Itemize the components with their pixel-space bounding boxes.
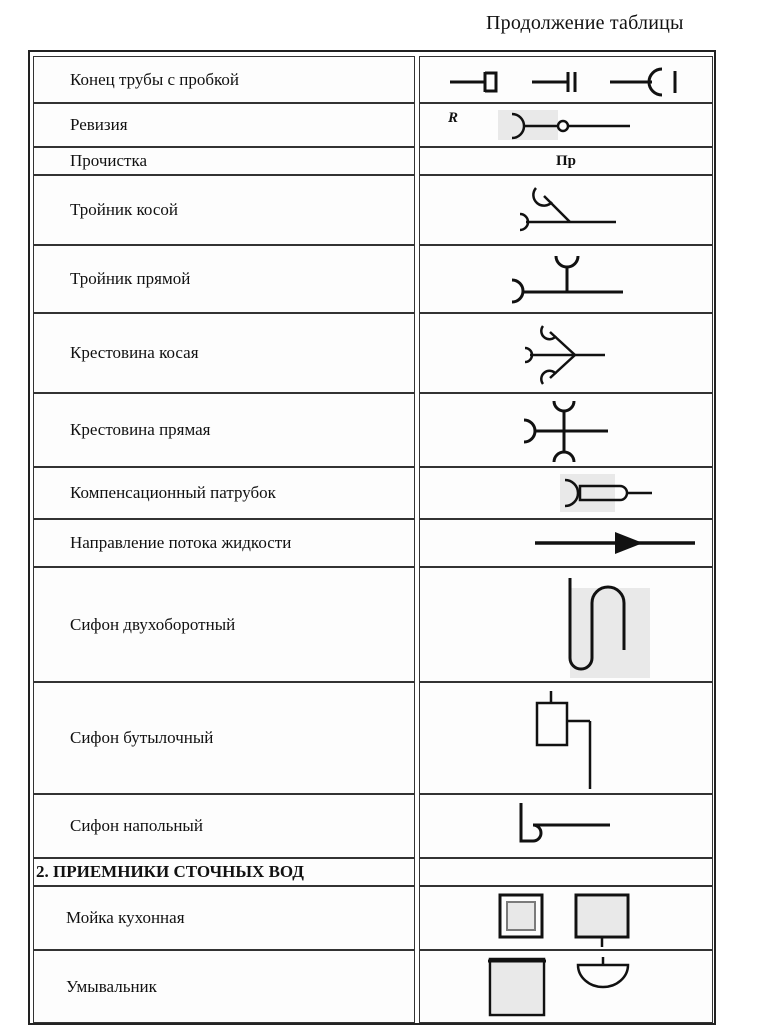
row-label: Тройник косой — [70, 200, 179, 219]
compensation-pipe-icon — [420, 468, 714, 520]
revision-mark: R — [448, 110, 459, 126]
straight-tee-icon — [420, 246, 714, 314]
row-label: Ревизия — [70, 115, 128, 134]
symbols-table — [28, 50, 716, 1025]
table-row — [30, 313, 714, 393]
table-row — [30, 519, 714, 567]
table-row — [30, 103, 714, 147]
row-label: Направление потока жидкости — [70, 533, 292, 552]
section-header-row — [30, 858, 714, 886]
table-row — [30, 245, 714, 313]
table-row — [30, 886, 714, 950]
row-label: Крестовина прямая — [70, 420, 211, 439]
table-continuation-caption: Продолжение таблицы — [486, 12, 684, 34]
straight-cross-icon — [420, 394, 714, 468]
row-label: Умывальник — [66, 976, 157, 996]
table-row — [30, 682, 714, 794]
row-label: Сифон напольный — [70, 816, 203, 835]
row-label: Тройник прямой — [70, 269, 191, 288]
table-row — [30, 467, 714, 519]
table-row — [30, 393, 714, 467]
section-title: 2. ПРИЕМНИКИ СТОЧНЫХ ВОД — [36, 862, 304, 881]
row-label: Мойка кухонная — [66, 908, 185, 927]
washbasin-icon — [420, 951, 714, 1024]
kitchen-sink-icon — [420, 887, 714, 951]
floor-siphon-icon — [420, 795, 714, 859]
row-label: Конец трубы с пробкой — [70, 69, 240, 89]
oblique-tee-icon — [420, 176, 714, 246]
table-row — [30, 175, 714, 245]
table-row — [30, 794, 714, 858]
double-turn-siphon-icon — [420, 568, 714, 683]
row-label: Сифон двухоборотный — [70, 614, 236, 634]
cleanout-mark: Пр — [556, 153, 577, 169]
table-row — [30, 567, 714, 682]
oblique-cross-icon — [420, 314, 714, 394]
revision-icon — [420, 104, 714, 148]
flow-direction-arrow-icon — [420, 520, 714, 568]
bottle-siphon-icon — [420, 683, 714, 795]
row-label: Прочистка — [70, 151, 148, 170]
row-label: Сифон бутылочный — [70, 728, 214, 747]
row-label: Компенсационный патрубок — [70, 483, 276, 502]
row-label: Крестовина косая — [70, 343, 199, 362]
table-row — [30, 147, 714, 175]
table-row — [30, 950, 714, 1023]
pipe-end-plug-icon — [420, 57, 714, 104]
table-row — [30, 56, 714, 103]
